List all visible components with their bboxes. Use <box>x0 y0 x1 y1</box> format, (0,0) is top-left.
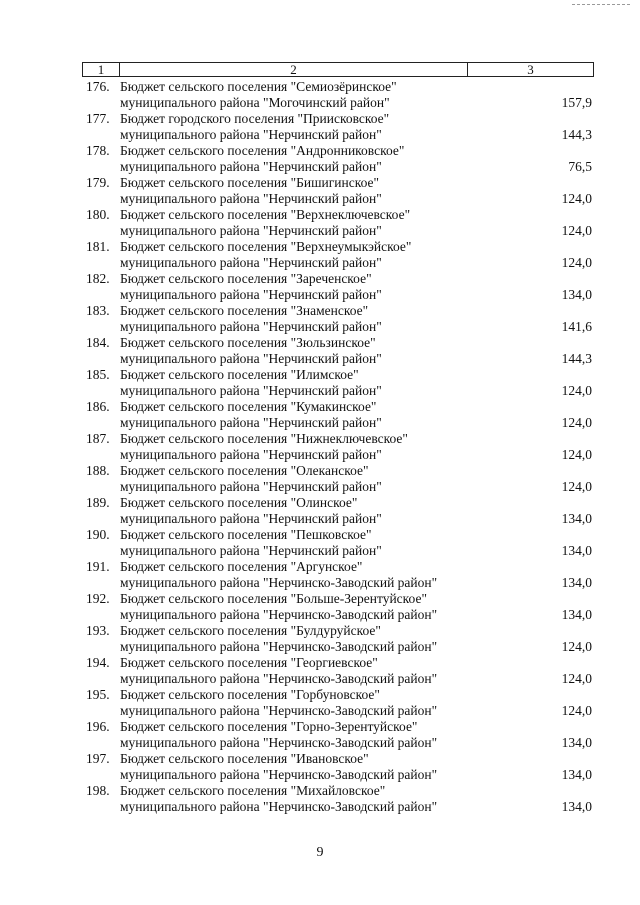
row-budget-name: Бюджет сельского поселения "Семиозёринское" <box>120 79 397 94</box>
row-district-name: муниципального района "Нерчинско-Заводский район" <box>120 703 438 718</box>
table-row <box>0 399 640 431</box>
row-district-name: муниципального района "Нерчинский район" <box>120 159 382 174</box>
table-row <box>0 111 640 143</box>
table-row <box>0 623 640 655</box>
row-number: 186. <box>86 399 110 414</box>
row-district-name: муниципального района "Нерчинский район" <box>120 191 382 206</box>
row-number: 184. <box>86 335 110 350</box>
row-district-name: муниципального района "Нерчинский район" <box>120 351 382 366</box>
row-budget-name: Бюджет сельского поселения "Пешковское" <box>120 527 372 542</box>
row-budget-name: Бюджет сельского поселения "Нижнеключевское" <box>120 431 408 446</box>
row-number: 192. <box>86 591 110 606</box>
table-row <box>0 559 640 591</box>
row-amount: 134,0 <box>561 607 592 622</box>
row-number: 194. <box>86 655 110 670</box>
row-district-name: муниципального района "Нерчинский район" <box>120 287 382 302</box>
row-budget-name: Бюджет сельского поселения "Михайловское" <box>120 783 386 798</box>
row-number: 178. <box>86 143 110 158</box>
row-budget-name: Бюджет сельского поселения "Больше-Зерентуйское" <box>120 591 427 606</box>
row-amount: 124,0 <box>561 703 592 718</box>
row-amount: 144,3 <box>561 351 592 366</box>
row-district-name: муниципального района "Нерчинско-Заводский район" <box>120 639 438 654</box>
row-number: 182. <box>86 271 110 286</box>
row-budget-name: Бюджет сельского поселения "Знаменское" <box>120 303 369 318</box>
table-row <box>0 303 640 335</box>
row-amount: 124,0 <box>561 639 592 654</box>
row-number: 188. <box>86 463 110 478</box>
row-number: 181. <box>86 239 110 254</box>
table-row <box>0 207 640 239</box>
row-budget-name: Бюджет сельского поселения "Олинское" <box>120 495 358 510</box>
row-amount: 124,0 <box>561 223 592 238</box>
row-budget-name: Бюджет сельского поселения "Горно-Зерентуйское" <box>120 719 418 734</box>
row-number: 190. <box>86 527 110 542</box>
row-district-name: муниципального района "Нерчинский район" <box>120 319 382 334</box>
row-amount: 157,9 <box>561 95 592 110</box>
row-amount: 124,0 <box>561 479 592 494</box>
row-number: 193. <box>86 623 110 638</box>
row-amount: 124,0 <box>561 671 592 686</box>
row-district-name: муниципального района "Могочинский район" <box>120 95 390 110</box>
row-amount: 134,0 <box>561 543 592 558</box>
table-row <box>0 655 640 687</box>
row-budget-name: Бюджет сельского поселения "Кумакинское" <box>120 399 377 414</box>
row-amount: 144,3 <box>561 127 592 142</box>
row-number: 185. <box>86 367 110 382</box>
row-budget-name: Бюджет сельского поселения "Аргунское" <box>120 559 363 574</box>
row-budget-name: Бюджет городского поселения "Приисковское" <box>120 111 390 126</box>
row-amount: 124,0 <box>561 383 592 398</box>
row-number: 183. <box>86 303 110 318</box>
table-row <box>0 271 640 303</box>
row-amount: 124,0 <box>561 191 592 206</box>
row-number: 195. <box>86 687 110 702</box>
row-amount: 134,0 <box>561 511 592 526</box>
row-budget-name: Бюджет сельского поселения "Зареченское" <box>120 271 372 286</box>
row-budget-name: Бюджет сельского поселения "Георгиевское" <box>120 655 378 670</box>
row-number: 176. <box>86 79 110 94</box>
column-header-2: 2 <box>120 63 468 76</box>
row-district-name: муниципального района "Нерчинский район" <box>120 543 382 558</box>
table-row <box>0 527 640 559</box>
row-amount: 134,0 <box>561 287 592 302</box>
table-row <box>0 719 640 751</box>
row-number: 189. <box>86 495 110 510</box>
row-district-name: муниципального района "Нерчинский район" <box>120 511 382 526</box>
row-budget-name: Бюджет сельского поселения "Илимское" <box>120 367 359 382</box>
row-amount: 134,0 <box>561 575 592 590</box>
row-budget-name: Бюджет сельского поселения "Бишигинское" <box>120 175 380 190</box>
row-budget-name: Бюджет сельского поселения "Олеканское" <box>120 463 369 478</box>
table-row <box>0 751 640 783</box>
column-header-3: 3 <box>527 62 534 77</box>
row-budget-name: Бюджет сельского поселения "Зюльзинское" <box>120 335 376 350</box>
row-number: 180. <box>86 207 110 222</box>
row-district-name: муниципального района "Нерчинско-Заводский район" <box>120 767 438 782</box>
row-amount: 124,0 <box>561 447 592 462</box>
row-number: 197. <box>86 751 110 766</box>
row-district-name: муниципального района "Нерчинский район" <box>120 255 382 270</box>
row-number: 198. <box>86 783 110 798</box>
row-number: 177. <box>86 111 110 126</box>
table-row <box>0 143 640 175</box>
row-amount: 141,6 <box>561 319 592 334</box>
row-number: 179. <box>86 175 110 190</box>
row-budget-name: Бюджет сельского поселения "Андронниковское" <box>120 143 405 158</box>
table-header <box>82 62 594 77</box>
row-amount: 124,0 <box>561 255 592 270</box>
row-budget-name: Бюджет сельского поселения "Горбуновское" <box>120 687 380 702</box>
row-district-name: муниципального района "Нерчинско-Заводский район" <box>120 607 438 622</box>
row-district-name: муниципального района "Нерчинский район" <box>120 447 382 462</box>
table-row <box>0 335 640 367</box>
row-district-name: муниципального района "Нерчинско-Заводский район" <box>120 735 438 750</box>
row-district-name: муниципального района "Нерчинский район" <box>120 127 382 142</box>
table-row <box>0 431 640 463</box>
row-amount: 76,5 <box>568 159 592 174</box>
row-budget-name: Бюджет сельского поселения "Булдуруйское" <box>120 623 381 638</box>
table-row <box>0 783 640 815</box>
table-body <box>0 79 640 815</box>
table-row <box>0 495 640 527</box>
table-row <box>0 687 640 719</box>
row-budget-name: Бюджет сельского поселения "Верхнеумыкэйское" <box>120 239 412 254</box>
table-row <box>0 79 640 111</box>
row-number: 187. <box>86 431 110 446</box>
row-district-name: муниципального района "Нерчинско-Заводский район" <box>120 575 438 590</box>
row-amount: 134,0 <box>561 799 592 814</box>
row-district-name: муниципального района "Нерчинский район" <box>120 415 382 430</box>
table-row <box>0 591 640 623</box>
row-district-name: муниципального района "Нерчинский район" <box>120 383 382 398</box>
table-row <box>0 367 640 399</box>
row-district-name: муниципального района "Нерчинско-Заводский район" <box>120 799 438 814</box>
row-district-name: муниципального района "Нерчинско-Заводский район" <box>120 671 438 686</box>
row-district-name: муниципального района "Нерчинский район" <box>120 223 382 238</box>
row-budget-name: Бюджет сельского поселения "Верхнеключевское" <box>120 207 411 222</box>
column-header-1: 1 <box>83 63 120 76</box>
row-number: 196. <box>86 719 110 734</box>
row-number: 191. <box>86 559 110 574</box>
table-row <box>0 239 640 271</box>
row-amount: 134,0 <box>561 767 592 782</box>
table-row <box>0 175 640 207</box>
row-amount: 124,0 <box>561 415 592 430</box>
row-district-name: муниципального района "Нерчинский район" <box>120 479 382 494</box>
page-number: 9 <box>316 845 324 860</box>
row-amount: 134,0 <box>561 735 592 750</box>
corner-dashed-mark <box>572 4 630 5</box>
table-row <box>0 463 640 495</box>
row-budget-name: Бюджет сельского поселения "Ивановское" <box>120 751 369 766</box>
